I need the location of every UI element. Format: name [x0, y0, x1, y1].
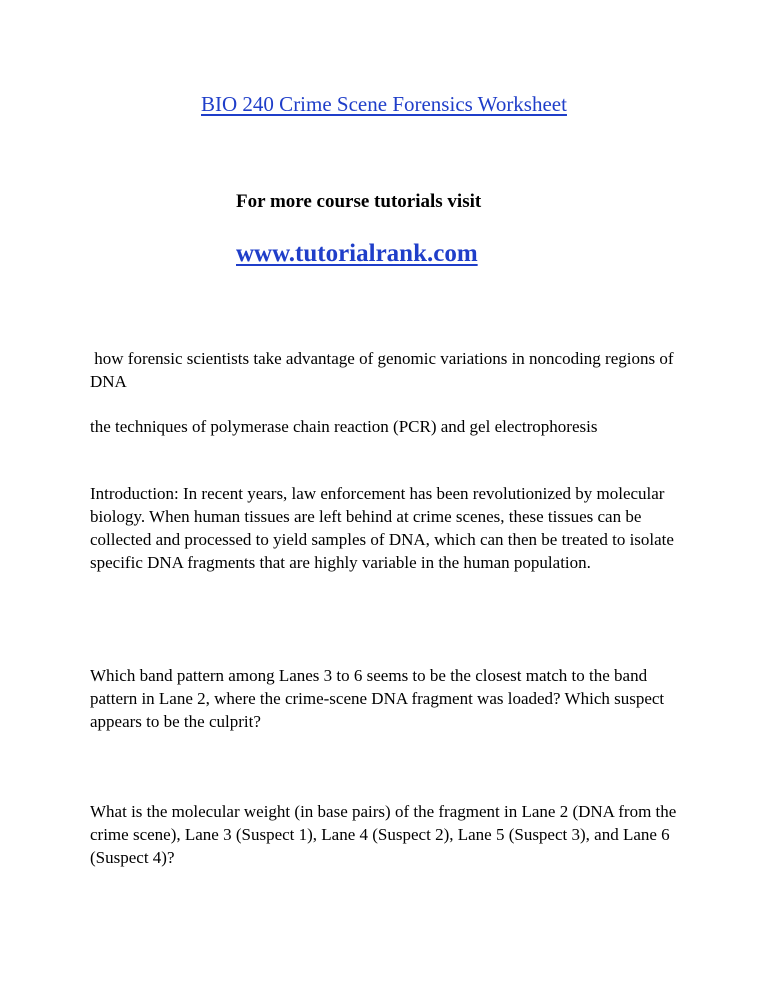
paragraph-genomic-variations: how forensic scientists take advantage of genomic variations in noncoding regions of DNA: [90, 349, 678, 391]
question-band-pattern: Which band pattern among Lanes 3 to 6 seems to be the closest match to the band pattern in Lane 2, where the crime-scene DNA fragment was loaded? Which suspect appears to be the culprit?: [90, 666, 665, 731]
visit-text: For more course tutorials visit: [236, 191, 482, 212]
question-molecular-weight: What is the molecular weight (in base pairs) of the fragment in Lane 2 (DNA from the crime scene), Lane 3 (Suspect 1), Lane 4 (Suspect 2), Lane 5 (Suspect 3), and Lane 6 (Suspect 4)?: [90, 802, 677, 867]
paragraph-pcr-techniques: the techniques of polymerase chain reaction (PCR) and gel electrophoresis: [90, 417, 598, 436]
website-link[interactable]: www.tutorialrank.com: [236, 240, 478, 267]
paragraph-introduction: Introduction: In recent years, law enforcement has been revolutionized by molecular biology. When human tissues are left behind at crime scenes, these tissues can be collected and processed to yield samples of DNA, which can then be treated to isolate specific DNA fragments that are highly variable in the human population.: [90, 484, 674, 572]
document-title[interactable]: BIO 240 Crime Scene Forensics Worksheet: [201, 92, 567, 116]
